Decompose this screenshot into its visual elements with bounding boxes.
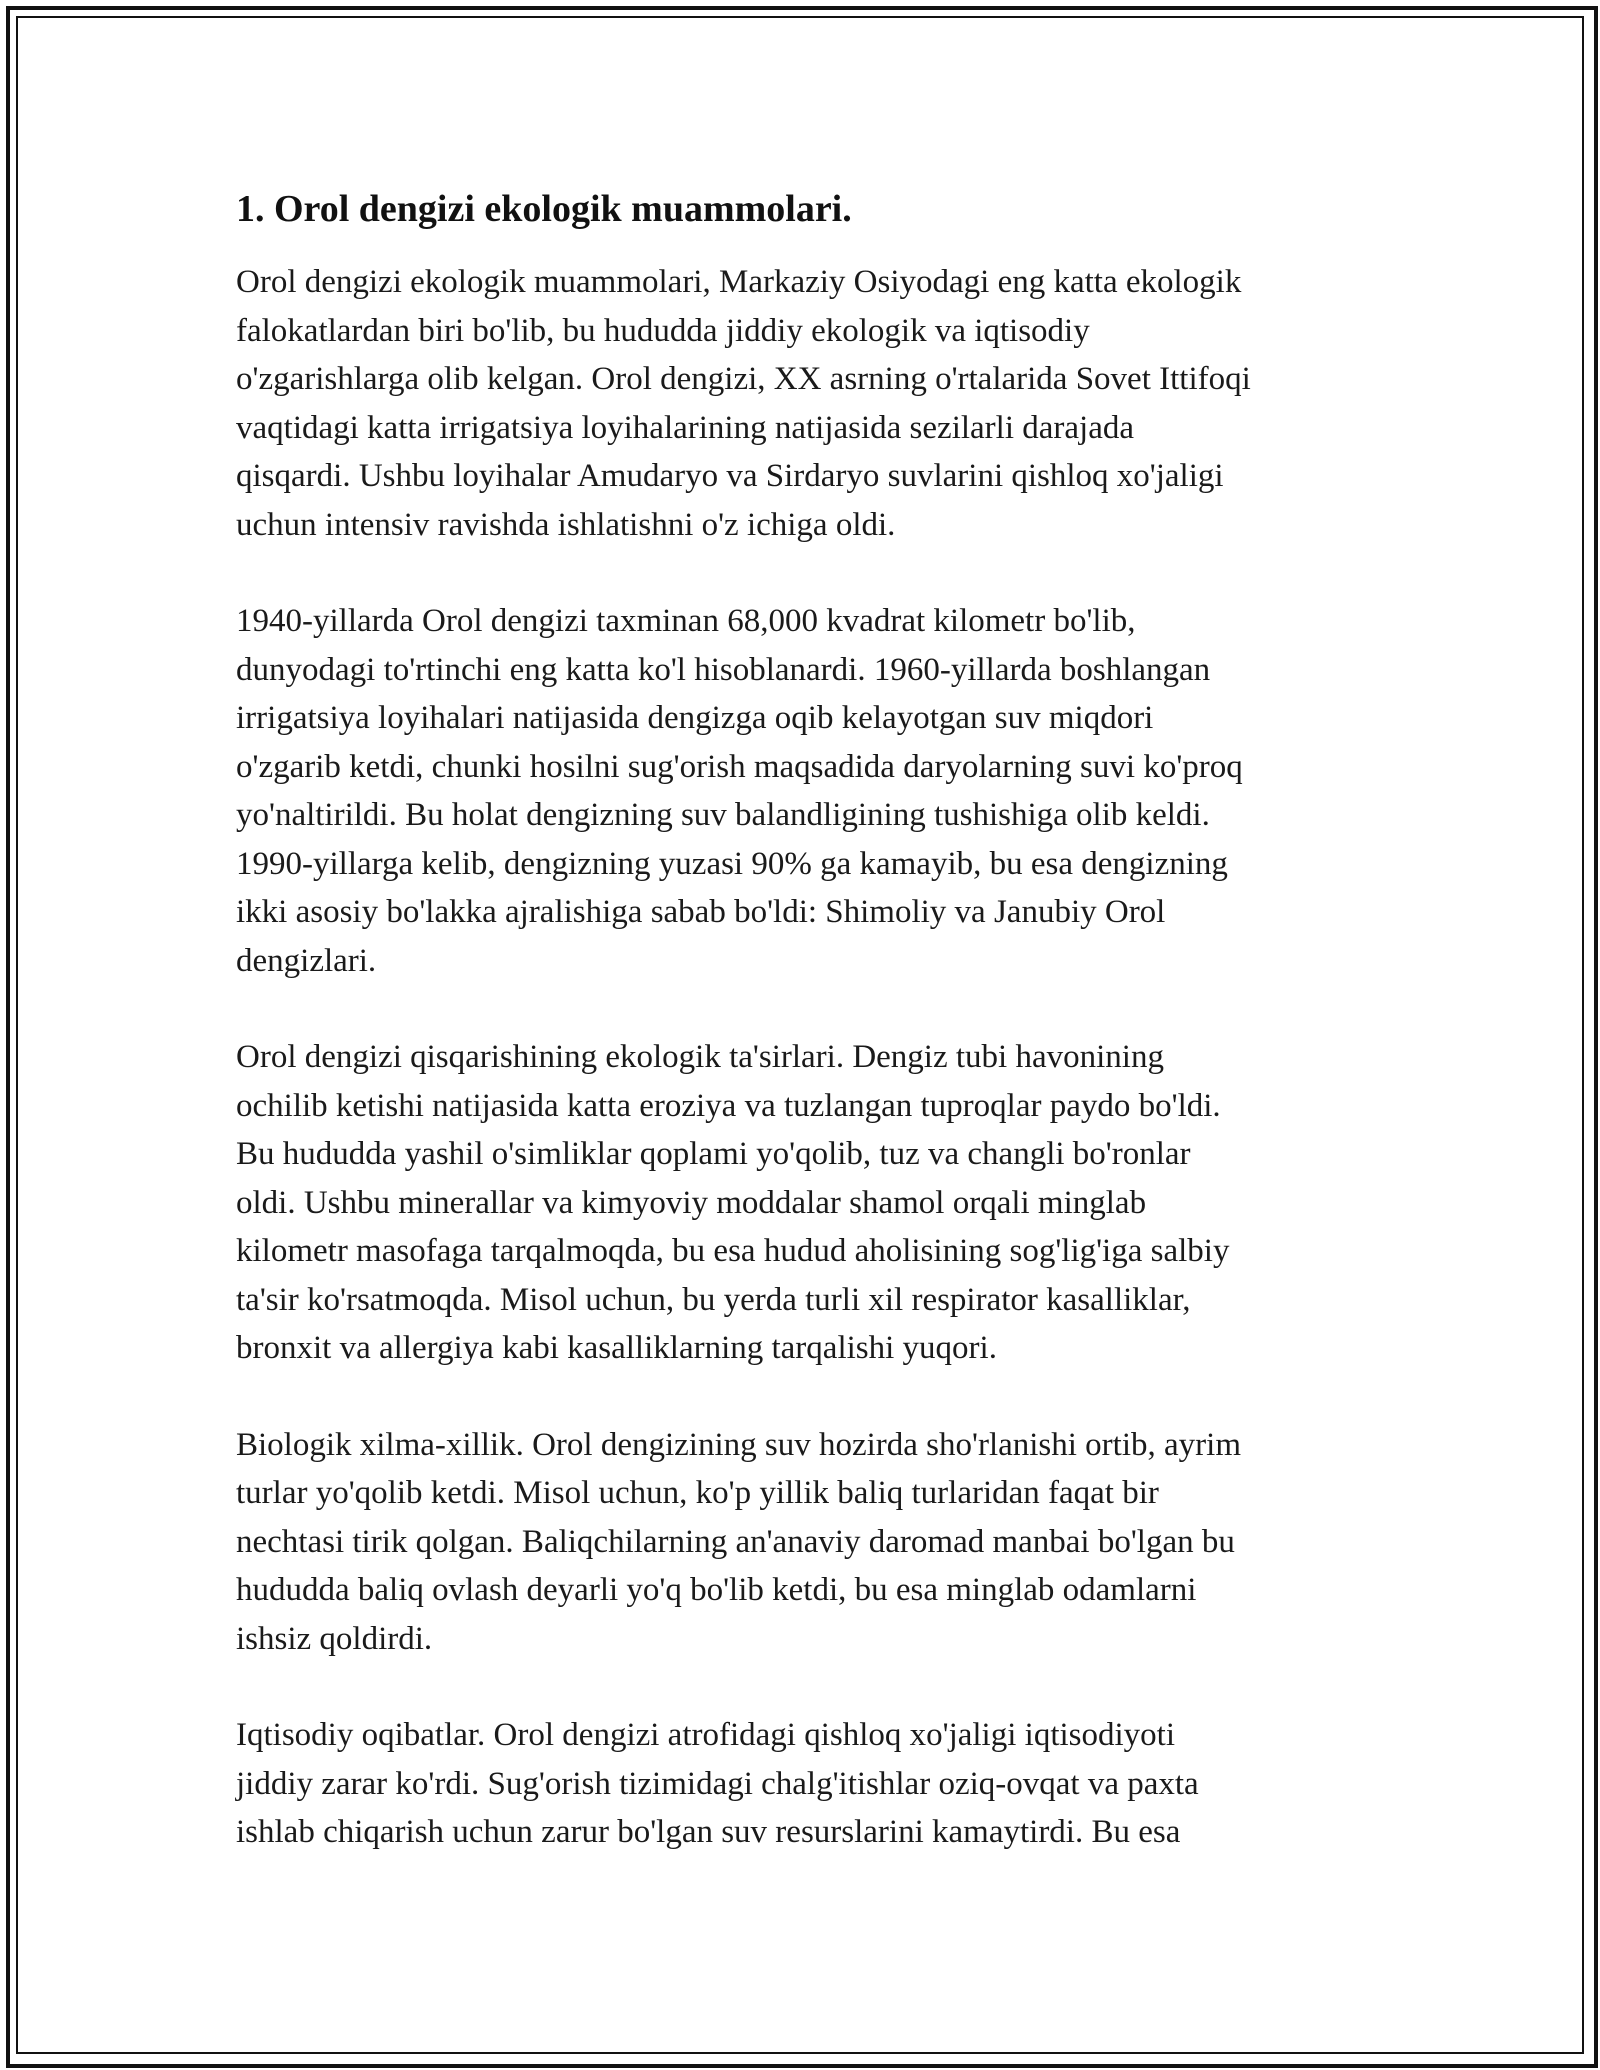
text-line: bronxit va allergiya kabi kasalliklarning tarqalishi yuqori. [236,1330,997,1366]
paragraph-history [236,597,1376,985]
section-heading: 1. Orol dengizi ekologik muammolari. [236,188,852,230]
text-line: falokatlardan biri bo'lib, bu hududda jiddiy ekologik va iqtisodiy [236,312,1090,349]
paragraph-ecological-effects [236,1033,1376,1373]
text-line: Iqtisodiy oqibatlar. Orol dengizi atrofidagi qishloq xo'jaligi iqtisodiyoti [236,1717,1176,1753]
text-line: Biologik xilma-xillik. Orol dengizining suv hozirda sho'rlanishi ortib, ayrim [236,1426,1241,1463]
text-line: ikki asosiy bo'lakka ajralishiga sabab bo'ldi: Shimoliy va Janubiy Orol [236,894,1166,930]
text-line: yo'naltirildi. Bu holat dengizning suv balandligining tushishiga olib keldi. [236,797,1210,833]
paragraph-intro [236,258,1376,549]
text-line: 1940-yillarda Orol dengizi taxminan 68,000 kvadrat kilometr bo'lib, [236,603,1136,639]
text-line: o'zgarishlarga olib kelgan. Orol dengizi, XX asrning o'rtalarida Sovet Ittifoqi [236,361,1251,397]
text-line: ochilib ketishi natijasida katta eroziya va tuzlangan tuproqlar paydo bo'ldi. [236,1087,1221,1124]
text-line: qisqardi. Ushbu loyihalar Amudaryo va Sirdaryo suvlarini qishloq xo'jaligi [236,458,1224,494]
document-page [236,186,1376,1905]
text-line: Bu hududda yashil o'simliklar qoplami yo'qolib, tuz va changli bo'ronlar [236,1136,1191,1172]
text-line: hududda baliq ovlash deyarli yo'q bo'lib ketdi, bu esa minglab odamlarni [236,1572,1197,1608]
text-line: dunyodagi to'rtinchi eng katta ko'l hisoblanardi. 1960-yillarda boshlangan [236,651,1211,688]
text-line: turlar yo'qolib ketdi. Misol uchun, ko'p yillik baliq turlaridan faqat bir [236,1475,1159,1511]
text-line: jiddiy zarar ko'rdi. Sug'orish tizimidagi chalg'itishlar oziq-ovqat va paxta [236,1765,1199,1802]
text-line: ishlab chiqarish uchun zarur bo'lgan suv resurslarini kamaytirdi. Bu esa [236,1814,1181,1850]
text-line: nechtasi tirik qolgan. Baliqchilarning an'anaviy daromad manbai bo'lgan bu [236,1523,1235,1560]
paragraph-economic-consequences [236,1711,1376,1857]
text-line: o'zgarib ketdi, chunki hosilni sug'orish maqsadida daryolarning suvi ko'proq [236,748,1243,785]
text-line: vaqtidagi katta irrigatsiya loyihalarining natijasida sezilarli darajada [236,409,1134,446]
paragraph-biodiversity [236,1421,1376,1664]
text-line: ishsiz qoldirdi. [236,1620,433,1657]
text-line: ta'sir ko'rsatmoqda. Misol uchun, bu yerda turli xil respirator kasalliklar, [236,1281,1191,1318]
text-line: dengizlari. [236,942,377,979]
text-line: 1990-yillarga kelib, dengizning yuzasi 90% ga kamayib, bu esa dengizning [236,845,1228,882]
text-line: kilometr masofaga tarqalmoqda, bu esa hudud aholisining sog'lig'iga salbiy [236,1233,1230,1269]
text-line: irrigatsiya loyihalari natijasida dengizga oqib kelayotgan suv miqdori [236,700,1154,736]
text-line: oldi. Ushbu minerallar va kimyoviy moddalar shamol orqali minglab [236,1184,1147,1221]
text-line: Orol dengizi ekologik muammolari, Markaziy Osiyodagi eng katta ekologik [236,264,1242,300]
text-line: uchun intensiv ravishda ishlatishni o'z ichiga oldi. [236,506,896,543]
text-line: Orol dengizi qisqarishining ekologik ta'sirlari. Dengiz tubi havonining [236,1039,1164,1075]
